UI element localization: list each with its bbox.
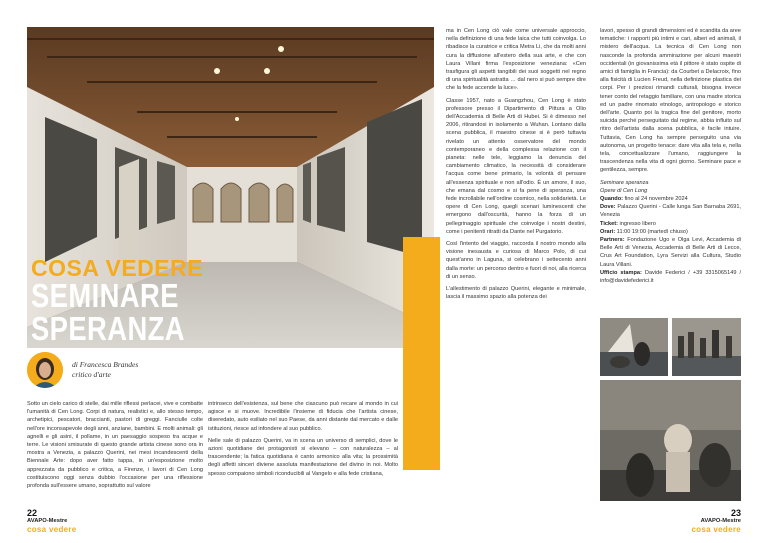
artwork-image-1 — [600, 318, 668, 376]
folio-left — [27, 508, 77, 534]
body-paragraph: Nelle sale di palazzo Querini, va in scena un universo di semplici, dove le azioni quotidiane dei protagonisti si elevano – con naturalezza – al trascendente; la fatica quotidiana è canto armonico alla vita; la prossimità degli affetti sinceri diviene assoluta manifestazione del divino in noi. Molto spesso compaiono simboli riconducibili al Vangelo e alla fede cristiana, — [208, 437, 398, 477]
artwork-image-2 — [672, 318, 741, 376]
artwork-image-3 — [600, 380, 741, 501]
body-paragraph: L'allestimento di palazzo Querini, elegante e minimale, lascia il massimo spazio alla potenza dei — [446, 286, 586, 301]
info-where: Dove: Palazzo Querini - Calle lunga San Barnaba 2691, Venezia — [600, 204, 741, 219]
page-number: 23 — [730, 508, 741, 518]
author-avatar — [27, 352, 63, 388]
body-column-4 — [600, 27, 741, 285]
article-title-line-1: SEMINARE — [31, 277, 179, 314]
info-subtitle: Opere di Cen Long — [600, 187, 648, 194]
author-byline — [72, 360, 138, 380]
exhibition-info — [600, 179, 741, 286]
body-paragraph: Classe 1957, nato a Guangzhou, Cen Long è stato professore presso il Dipartimento di Pittura a Olio dell'Accademia di Belle Arti di Hubei. Si è dimesso nel 2006, ritirandosi in isolamento a Wuhan. Lontano dalla scena pubblica, il maestro cinese si è però tuttavia rivelato un attento osservatore del mondo contemporaneo e della complessa relazione con il pianeta: nelle tele, leggiamo la denuncia del cambiamento climatico, la necessità di considerare l'acqua come bene primario, la volontà di pensare all'essenza spirituale e non all'odio. È un amore, il suo, che emana dal cosmo e si fa pene di speranza, una fede incrollabile nell'ordine cosmico, nella solidarietà. Le opere di Cen Long, quegli scenari luminescenti che emergono dall'oscurità, hanno la forza di un pellegrinaggio spirituale che coinvolge i nostri destini, come i penitenti ritratti da Dante nel Purgatorio. — [446, 97, 586, 235]
page-number: 22 — [27, 508, 38, 518]
article-title-line-2: SPERANZA — [31, 310, 185, 347]
body-column-2 — [208, 400, 398, 482]
author-name: di Francesca Brandes — [72, 360, 139, 369]
magazine-name: AVAPO-Mestre — [27, 518, 68, 524]
body-paragraph: lavori, spesso di grandi dimensioni ed è scandita da aree tematiche: i rapporti più intimi e cari, alberi ed animali, il mistero dell'acqua. La tecnica di Cen Long non nasconde la profonda ammirazione per alcuni maestri occidentali (in giovanissima età il pittore è stato ospite di amici di famiglia in Francia): da Courbet a Delacroix, fino alla fisicità di Lucien Freud, nella definizione plastica dei corpi. Per i preziosi rimandi culturali, bisogna invece tener conto del retaggio familiare, con una madre storica ed un padre rinomato etnologo, antropologo e storico dell'arte. Quanto poi la tragica fine del genitore, morto suicida perché perseguitato dal regime, abbia influito sul ritiro dell'artista dalla scena pubblica, è facile intuire. Tuttavia, Cen Long ha sempre perseguito una via autonoma, un progetto tenace: dare vita alla tela e, nella tela, concettualizzare l'umano, raggiungere la trascendenza nella vita di ogni giorno. Seminare pace e gentilezza, sempre. — [600, 28, 741, 174]
section-kicker: COSA VEDERE — [31, 255, 204, 281]
magazine-name: AVAPO-Mestre — [700, 518, 741, 524]
section-name: cosa vedere — [27, 525, 77, 534]
info-partners: Partners: Fondazione Ugo e Olga Levi, Accademia di Belle Arti di Venezia, Accademia di Belle Arti di Lecce, Crus Art Foundation, Lyra Servizi alla Cultura, Studio Laura Villani. — [600, 237, 741, 268]
body-column-3 — [446, 27, 586, 306]
body-column-1 — [27, 400, 203, 494]
info-when: Quando: fino al 24 novembre 2024 — [600, 196, 688, 203]
folio-right — [690, 508, 741, 534]
info-hours: Orari: 11:00 19:00 (martedì chiuso) — [600, 228, 688, 235]
body-paragraph: Sotto un cielo carico di stelle, dai mille riflessi perlacei, vive e combatte l'umanità di Cen Long. Corpi di natura, realistici e, allo stesso tempo, archetipici, pescatori, braccianti, pastori di greggi. Fanciulle colte nell'ore inconsapevole degli anni, anziane, bambini. E molti animali: gli agnelli e gli asini, il pollame, in un paesaggio sospeso tra acque e terre. Le visioni smisurate di questo grande artista cinese sono ora in mostra a Venezia, a palazzo Querini, nei mesi incandescenti della Biennale Arte: dopo aver fatto tappa, in un'esposizione molto apprezzata da pubblico e critica, a Firenze, i lavori di Cen Long costituiscono oggi senza dubbio l'occasione per una riflessione profonda sull'essere umano, soprattutto sul valore — [27, 401, 203, 490]
author-role: critico d'arte — [72, 370, 111, 379]
article-title — [31, 279, 185, 345]
info-ticket: Ticket: ingresso libero — [600, 220, 656, 227]
body-paragraph: Così l'intento del viaggio, raccorda il nostro mondo alla visione inesausta e curiosa di Marco Polo, di cui quest'anno in Laguna, si celebrano i settecento anni dalla morte: un percorso dentro e fuori di noi, alla ricerca di un senso. — [446, 241, 586, 280]
accent-bar — [403, 237, 440, 470]
body-paragraph: intrinseco dell'esistenza, sul bene che ciascuno può recare al mondo in cui agisce e si muove. Incredibile l'insieme di fiducia che l'artista cinese, diseredato, auto esiliato nel suo Paese, da anni distante dal mercato e dalle istituzioni, riesce ad infondere al suo pubblico. — [208, 401, 398, 432]
info-title: Seminare speranza — [600, 179, 649, 186]
body-paragraph: ma in Cen Long ciò vale come universale approccio, nella definizione di una fede laica che tutti coinvolga. Lo ribadisce la curatrice e critica Metra Li, che da molti anni cura la diffusione all'estero della sua arte, e che con Laura Villani firma l'esposizione veneziana: «Cen trasfigura gli aspetti tangibili dei suoi soggetti nel regno di una spiritualità astratta … dal nero si può sempre dire che la fede accende la luce». — [446, 28, 586, 92]
info-press: Ufficio stampa: Davide Federici / +39 3315065149 / info@davidefederici.it — [600, 269, 742, 285]
section-name: cosa vedere — [691, 525, 741, 534]
